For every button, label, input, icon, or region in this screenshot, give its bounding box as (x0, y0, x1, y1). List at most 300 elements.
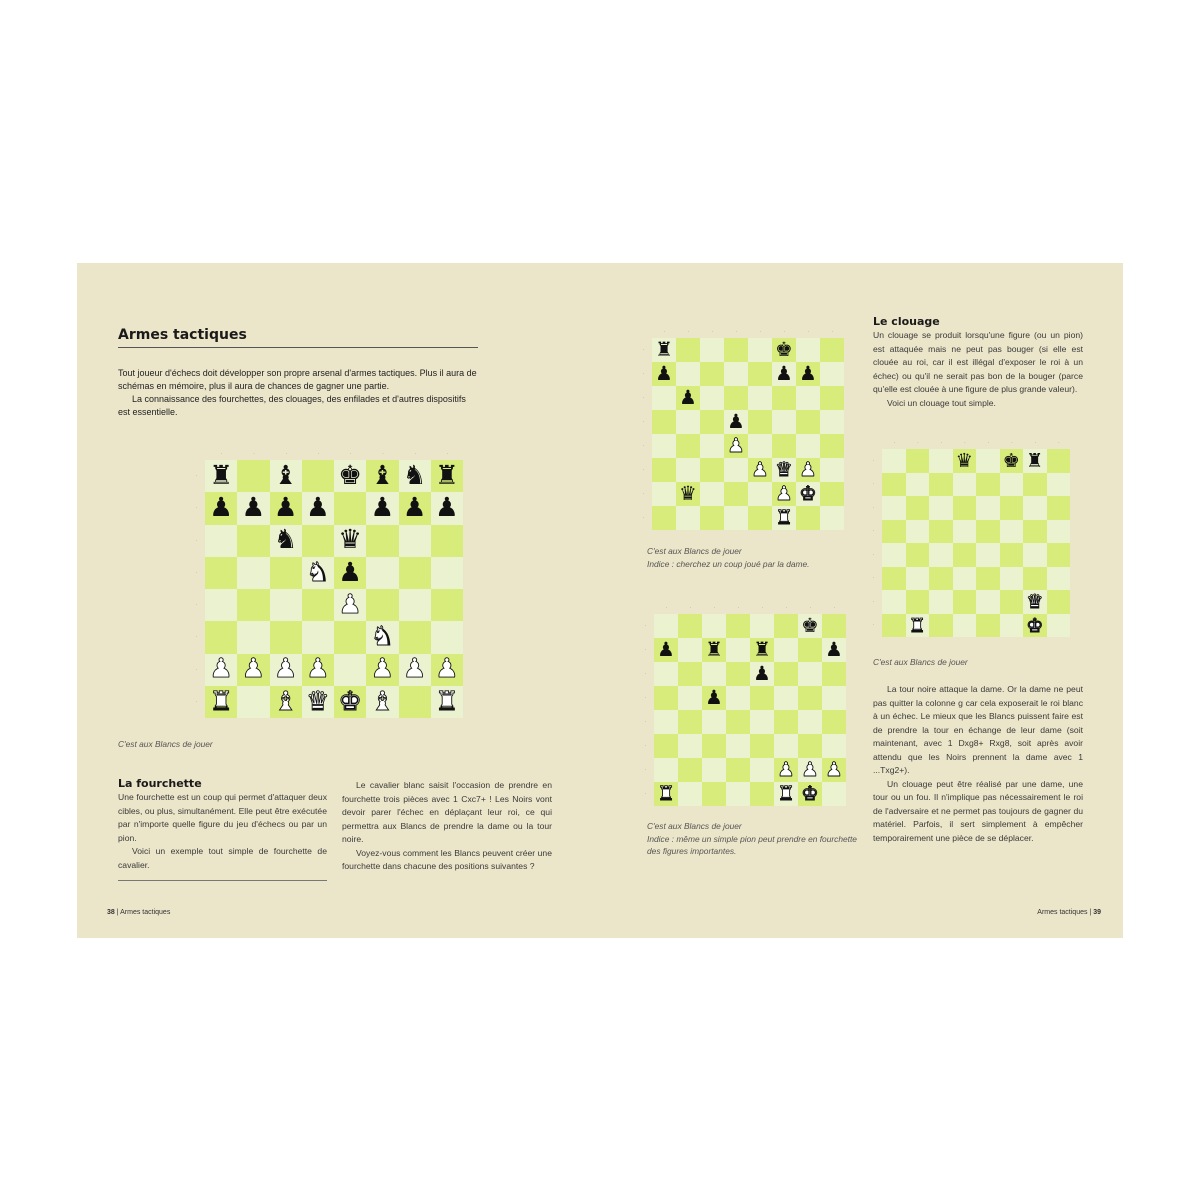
square-d6 (724, 386, 748, 410)
black-pawn-icon: ♟ (435, 492, 459, 524)
black-rook-icon: ♜ (705, 638, 723, 662)
square-g4 (1023, 543, 1047, 567)
square-f7 (772, 362, 796, 386)
square-f6 (366, 525, 398, 557)
square-h5 (820, 410, 844, 434)
board-coord-mark: · (832, 329, 834, 334)
pin-paragraph-1: Un clouage se produit lorsqu'une figure (ou un pion) est attaquée mais ne peut pas bouger (si elle est clouée au roi, car il est illégal d'exposer le roi à un échec) ou qu'il ne serait pas bon de la bouger (parce qu'elle est clouée à une figure de plus grande valeur). (873, 330, 1083, 394)
square-e7 (750, 638, 774, 662)
board-coord-mark: · (736, 329, 738, 334)
black-pawn-icon: ♟ (402, 492, 427, 524)
square-a2 (882, 590, 906, 614)
fork-column-1 (118, 791, 327, 872)
square-d8 (726, 614, 750, 638)
square-g3 (1023, 567, 1047, 591)
square-g7 (399, 492, 431, 524)
square-d4 (953, 543, 977, 567)
diagram-2-caption-line: C'est aux Blancs de jouer (647, 821, 742, 831)
square-g8 (796, 338, 820, 362)
square-e6 (334, 525, 366, 557)
square-h7 (820, 362, 844, 386)
white-rook-icon: ♜ (209, 685, 233, 717)
square-d1 (726, 782, 750, 806)
square-b5 (676, 410, 700, 434)
square-g7 (796, 362, 820, 386)
square-d2 (953, 590, 977, 614)
square-f5 (772, 410, 796, 434)
square-g4 (796, 434, 820, 458)
square-g3 (796, 458, 820, 482)
square-f1 (1000, 614, 1024, 638)
board-coord-mark: · (987, 440, 990, 445)
square-f8 (772, 338, 796, 362)
square-g6 (399, 525, 431, 557)
square-d5 (726, 686, 750, 710)
square-g1 (796, 506, 820, 530)
fork-paragraph-2: Voici un exemple tout simple de fourchette de cavalier. (118, 846, 327, 870)
square-h5 (431, 557, 463, 589)
square-b2 (676, 482, 700, 506)
square-c1 (702, 782, 726, 806)
square-b4 (906, 543, 930, 567)
diagram-2-hint: Indice : même un simple pion peut prendre en fourchette des figures importantes. (647, 833, 857, 856)
square-b3 (906, 567, 930, 591)
black-pawn-icon: ♟ (775, 362, 793, 386)
board-coord-mark: · (645, 623, 647, 628)
white-queen-icon: ♛ (1026, 590, 1044, 614)
square-b8 (906, 449, 930, 473)
square-a6 (882, 496, 906, 520)
square-a7 (654, 638, 678, 662)
fork-section-title: La fourchette (118, 777, 202, 790)
square-e5 (750, 686, 774, 710)
pin-column-bottom (873, 683, 1083, 845)
square-g1 (798, 782, 822, 806)
square-b2 (237, 654, 269, 686)
board-coord-mark: · (893, 440, 896, 445)
square-d5 (724, 410, 748, 434)
square-h8 (431, 460, 463, 492)
square-h3 (1047, 567, 1071, 591)
square-e4 (976, 543, 1000, 567)
board-coord-mark: · (196, 537, 198, 543)
square-c2 (929, 590, 953, 614)
square-c2 (700, 482, 724, 506)
black-rook-icon: ♜ (435, 459, 459, 491)
black-pawn-icon: ♟ (727, 410, 745, 434)
board-coord-mark: · (762, 605, 764, 610)
square-f7 (1000, 473, 1024, 497)
white-pawn-icon: ♟ (751, 458, 769, 482)
board-coord-mark: · (221, 451, 223, 456)
square-d3 (726, 734, 750, 758)
square-a8 (654, 614, 678, 638)
square-c6 (270, 525, 302, 557)
diagram-caption-main: C'est aux Blancs de jouer (118, 739, 213, 749)
black-king-icon: ♚ (801, 614, 819, 638)
diagram-3-caption: C'est aux Blancs de jouer (873, 657, 968, 667)
board-coord-mark: · (1034, 440, 1037, 445)
square-b2 (678, 758, 702, 782)
square-a7 (882, 473, 906, 497)
white-rook-icon: ♜ (435, 685, 459, 717)
square-f2 (366, 654, 398, 686)
square-e2 (334, 654, 366, 686)
square-a3 (652, 458, 676, 482)
white-king-icon: ♚ (801, 782, 819, 806)
square-f1 (366, 686, 398, 718)
square-e6 (748, 386, 772, 410)
square-b4 (676, 434, 700, 458)
square-h1 (822, 782, 846, 806)
square-h3 (822, 734, 846, 758)
square-a1 (882, 614, 906, 638)
board-coord-mark: · (285, 451, 287, 456)
board-coord-mark: · (964, 440, 966, 445)
board-coord-mark: · (196, 569, 198, 575)
square-e6 (750, 662, 774, 686)
board-coord-mark: · (645, 743, 647, 748)
square-d4 (302, 589, 334, 621)
square-b1 (237, 686, 269, 718)
left-footer-text: Armes tactiques (120, 909, 171, 916)
square-a4 (882, 543, 906, 567)
pin-paragraph-2: Voici un clouage tout simple. (887, 397, 996, 408)
square-f5 (366, 557, 398, 589)
square-a1 (654, 782, 678, 806)
square-c7 (702, 638, 726, 662)
square-b7 (676, 362, 700, 386)
square-h7 (431, 492, 463, 524)
square-a6 (205, 525, 237, 557)
square-g8 (399, 460, 431, 492)
fork-paragraph-1: Une fourchette est un coup qui permet d'attaquer deux cibles, ou plus, simultanément. Elle peut être exécutée par n'importe quelle figure du jeu d'échecs ou par un pion. (118, 792, 327, 843)
square-g4 (798, 710, 822, 734)
square-h2 (431, 654, 463, 686)
square-g7 (1023, 473, 1047, 497)
board-coord-mark: · (712, 329, 714, 334)
square-g2 (798, 758, 822, 782)
square-e1 (748, 506, 772, 530)
white-king-icon: ♚ (1026, 613, 1044, 637)
square-e7 (976, 473, 1000, 497)
board-coord-mark: · (786, 605, 788, 610)
black-king-icon: ♚ (775, 338, 793, 362)
white-pawn-icon: ♟ (727, 434, 745, 458)
board-coord-mark: · (350, 451, 352, 456)
square-g4 (399, 589, 431, 621)
square-g1 (399, 686, 431, 718)
black-knight-icon: ♞ (402, 459, 427, 491)
square-b1 (676, 506, 700, 530)
white-pawn-icon: ♟ (273, 653, 298, 685)
square-a5 (882, 520, 906, 544)
square-d8 (302, 460, 334, 492)
black-rook-icon: ♜ (753, 638, 771, 662)
square-c6 (702, 662, 726, 686)
board-coord-mark: · (873, 457, 875, 463)
square-e4 (334, 589, 366, 621)
chess-diagram-pin (882, 449, 1070, 637)
black-pawn-icon: ♟ (209, 492, 233, 524)
right-footer (1037, 909, 1101, 916)
square-g5 (399, 557, 431, 589)
white-pawn-icon: ♟ (338, 588, 362, 620)
square-h6 (820, 386, 844, 410)
board-coord-mark: · (666, 605, 668, 610)
square-g3 (798, 734, 822, 758)
square-c8 (929, 449, 953, 473)
square-b5 (237, 557, 269, 589)
square-d2 (726, 758, 750, 782)
square-a7 (652, 362, 676, 386)
square-b1 (906, 614, 930, 638)
square-e7 (334, 492, 366, 524)
square-b8 (676, 338, 700, 362)
white-king-icon: ♚ (338, 685, 362, 717)
square-f2 (772, 482, 796, 506)
black-pawn-icon: ♟ (657, 638, 675, 662)
square-c5 (929, 520, 953, 544)
white-pawn-icon: ♟ (825, 758, 843, 782)
square-a3 (882, 567, 906, 591)
square-c3 (702, 734, 726, 758)
square-e1 (750, 782, 774, 806)
white-rook-icon: ♜ (908, 613, 926, 637)
square-b4 (237, 589, 269, 621)
square-h3 (820, 458, 844, 482)
black-pawn-icon: ♟ (370, 492, 395, 524)
chess-diagram-right-1 (652, 338, 844, 530)
square-f1 (774, 782, 798, 806)
pin-section-title: Le clouage (873, 315, 940, 328)
board-coord-mark: · (196, 634, 198, 640)
diagram-1-caption-line: C'est aux Blancs de jouer (647, 546, 742, 556)
square-d7 (953, 473, 977, 497)
square-h4 (822, 710, 846, 734)
square-h4 (820, 434, 844, 458)
square-d7 (726, 638, 750, 662)
square-h2 (820, 482, 844, 506)
square-c5 (702, 686, 726, 710)
square-a6 (652, 386, 676, 410)
square-a4 (654, 710, 678, 734)
square-e4 (748, 434, 772, 458)
square-h8 (1047, 449, 1071, 473)
square-e2 (748, 482, 772, 506)
square-h5 (822, 686, 846, 710)
board-coord-mark: · (810, 605, 812, 610)
square-b5 (678, 686, 702, 710)
square-e4 (750, 710, 774, 734)
white-knight-icon: ♞ (370, 621, 395, 653)
square-f5 (1000, 520, 1024, 544)
square-h4 (1047, 543, 1071, 567)
black-pawn-icon: ♟ (655, 362, 673, 386)
square-h6 (1047, 496, 1071, 520)
square-f7 (366, 492, 398, 524)
board-coord-mark: · (253, 451, 255, 456)
square-a8 (652, 338, 676, 362)
square-c4 (270, 589, 302, 621)
square-f3 (772, 458, 796, 482)
square-e8 (976, 449, 1000, 473)
white-rook-icon: ♜ (777, 782, 795, 806)
square-g5 (796, 410, 820, 434)
square-g3 (399, 621, 431, 653)
square-a6 (654, 662, 678, 686)
square-a5 (654, 686, 678, 710)
square-e1 (334, 686, 366, 718)
black-pawn-icon: ♟ (679, 386, 697, 410)
square-d6 (302, 525, 334, 557)
board-coord-mark: · (643, 419, 645, 424)
board-coord-mark: · (873, 622, 875, 628)
square-g2 (1023, 590, 1047, 614)
square-a3 (205, 621, 237, 653)
square-c4 (702, 710, 726, 734)
square-e8 (750, 614, 774, 638)
board-coord-mark: · (714, 605, 716, 610)
board-coord-mark: · (382, 451, 384, 456)
black-bishop-icon: ♝ (370, 459, 395, 491)
square-b8 (678, 614, 702, 638)
square-b1 (678, 782, 702, 806)
square-g8 (798, 614, 822, 638)
board-coord-mark: · (784, 329, 786, 334)
square-b5 (906, 520, 930, 544)
square-h5 (1047, 520, 1071, 544)
intro-paragraph-2: La connaissance des fourchettes, des clouages, des enfilades et d'autres dispositifs est essentielle. (118, 394, 466, 417)
square-h6 (822, 662, 846, 686)
fork-rule (118, 880, 327, 881)
intro-paragraph-1: Tout joueur d'échecs doit développer son propre arsenal d'armes tactiques. Plus il aura de schémas en mémoire, plus il aura de chances de gagner une partie. (118, 368, 477, 391)
black-rook-icon: ♜ (655, 338, 673, 362)
square-c3 (270, 621, 302, 653)
right-footer-sep: | (1089, 909, 1094, 916)
square-a4 (205, 589, 237, 621)
white-pawn-icon: ♟ (435, 653, 459, 685)
left-footer (107, 909, 170, 916)
square-a7 (205, 492, 237, 524)
fork-column-2 (342, 779, 552, 874)
square-g8 (1023, 449, 1047, 473)
square-f4 (1000, 543, 1024, 567)
board-coord-mark: · (196, 505, 198, 511)
square-c7 (270, 492, 302, 524)
square-g5 (1023, 520, 1047, 544)
white-queen-icon: ♛ (775, 458, 793, 482)
square-a5 (205, 557, 237, 589)
square-g2 (399, 654, 431, 686)
square-b6 (237, 525, 269, 557)
square-f8 (366, 460, 398, 492)
square-d1 (724, 506, 748, 530)
black-rook-icon: ♜ (209, 459, 233, 491)
board-coord-mark: · (645, 695, 647, 700)
square-a2 (654, 758, 678, 782)
square-d4 (724, 434, 748, 458)
pin-column-top (873, 329, 1083, 410)
square-c5 (270, 557, 302, 589)
square-c4 (929, 543, 953, 567)
square-f2 (1000, 590, 1024, 614)
white-pawn-icon: ♟ (209, 653, 233, 685)
square-a8 (205, 460, 237, 492)
black-pawn-icon: ♟ (241, 492, 266, 524)
square-h7 (822, 638, 846, 662)
square-d7 (724, 362, 748, 386)
square-f4 (774, 710, 798, 734)
book-spread (77, 263, 1123, 938)
square-f1 (772, 506, 796, 530)
square-e2 (976, 590, 1000, 614)
white-pawn-icon: ♟ (801, 758, 819, 782)
square-e3 (976, 567, 1000, 591)
square-g5 (798, 686, 822, 710)
square-d5 (302, 557, 334, 589)
black-pawn-icon: ♟ (753, 662, 771, 686)
board-coord-mark: · (873, 504, 875, 510)
board-coord-mark: · (1058, 440, 1060, 445)
square-c8 (700, 338, 724, 362)
square-a3 (654, 734, 678, 758)
square-d4 (726, 710, 750, 734)
square-c7 (700, 362, 724, 386)
left-page-number: 38 (107, 909, 115, 916)
white-pawn-icon: ♟ (799, 458, 817, 482)
board-coord-mark: · (643, 347, 645, 352)
square-c6 (929, 496, 953, 520)
white-bishop-icon: ♝ (273, 685, 298, 717)
square-e2 (750, 758, 774, 782)
square-f8 (1000, 449, 1024, 473)
pin-paragraph-4: Un clouage peut être réalisé par une dame, une tour ou un fou. Il n'implique pas nécessairement le roi de l'adversaire et ne permet pas toujours de gagner du matériel. Parfois, il sert simplement à empêcher temporairement une pièce de se déplacer. (873, 778, 1083, 843)
pin-paragraph-3: La tour noire attaque la dame. Or la dame ne peut pas quitter la colonne g car cela exposerait le roi blanc à un échec. Le mieux que les Blancs puissent faire est de prendre la tour en échange de leur dame (soit maintenant, avec 1 Dxg8+ Rxg8, soit après avoir attendu que les Noirs prennent la dame avec 1 ...Txg2+). (873, 684, 1083, 775)
board-coord-mark: · (643, 467, 645, 472)
diagram-2-caption (647, 820, 859, 858)
square-h1 (1047, 614, 1071, 638)
board-coord-mark: · (917, 440, 919, 445)
square-d1 (953, 614, 977, 638)
square-a4 (652, 434, 676, 458)
board-coord-mark: · (834, 605, 836, 610)
board-coord-mark: · (873, 528, 875, 534)
board-coord-mark: · (643, 515, 645, 520)
square-b8 (237, 460, 269, 492)
black-pawn-icon: ♟ (825, 638, 843, 662)
square-c1 (700, 506, 724, 530)
black-pawn-icon: ♟ (306, 492, 330, 524)
square-f6 (774, 662, 798, 686)
square-c2 (702, 758, 726, 782)
board-coord-mark: · (808, 329, 810, 334)
square-d3 (953, 567, 977, 591)
black-pawn-icon: ♟ (273, 492, 298, 524)
board-coord-mark: · (645, 647, 647, 652)
square-f6 (1000, 496, 1024, 520)
square-b2 (906, 590, 930, 614)
square-b7 (678, 638, 702, 662)
white-bishop-icon: ♝ (370, 685, 395, 717)
square-e8 (748, 338, 772, 362)
square-d5 (953, 520, 977, 544)
square-g6 (1023, 496, 1047, 520)
white-pawn-icon: ♟ (241, 653, 266, 685)
square-a5 (652, 410, 676, 434)
square-b6 (906, 496, 930, 520)
square-d2 (724, 482, 748, 506)
